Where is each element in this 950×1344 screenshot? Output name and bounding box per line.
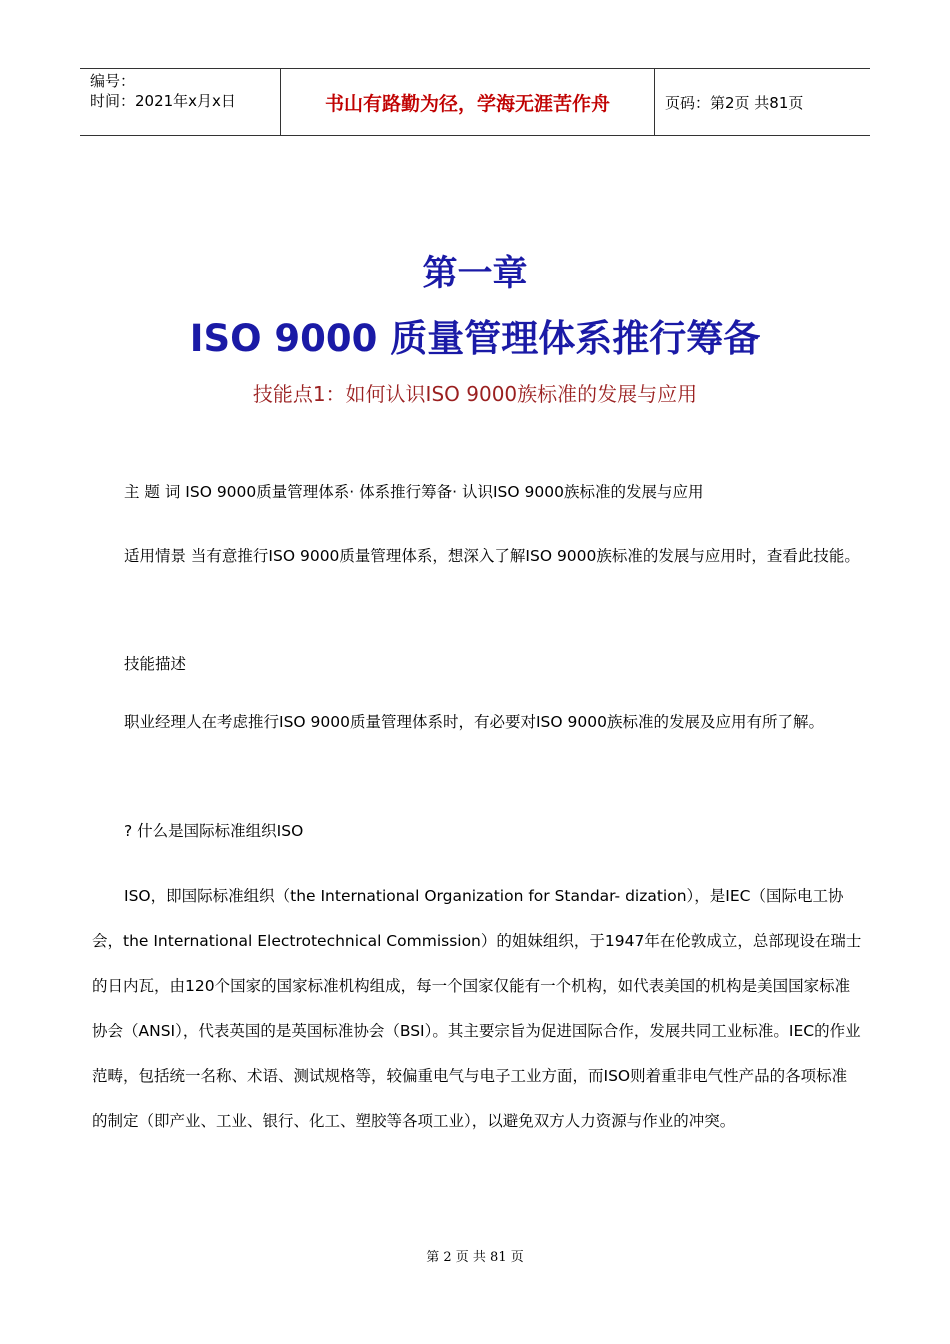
scenario-paragraph <box>92 534 862 579</box>
iso-paragraph <box>92 874 862 1144</box>
header-motto-cell <box>281 69 655 135</box>
question-paragraph <box>92 809 862 854</box>
description-text: 职业经理人在考虑推行ISO 9000质量管理体系时，有必要对ISO 9000族标准的发展及应用有所了解。 <box>124 713 824 731</box>
description-paragraph <box>92 700 862 745</box>
header-meta-cell <box>80 69 281 135</box>
keywords-paragraph <box>92 470 862 515</box>
motto-text: 书山有路勤为径，学海无涯苦作舟 <box>324 92 610 115</box>
chapter-title: ISO 9000 质量管理体系推行筹备 <box>189 317 761 360</box>
description-heading-text: 技能描述 <box>124 655 187 673</box>
keywords-text: 主 题 词 ISO 9000质量管理体系· 体系推行筹备· 认识ISO 9000族标准的发展与应用 <box>124 483 704 501</box>
page-footer: 第 2 页 共 81 页 <box>426 1250 524 1265</box>
number-label: 编号： <box>90 72 136 90</box>
header-page-cell <box>655 69 870 135</box>
chapter-heading: 第一章 <box>422 254 528 294</box>
iso-text: ISO，即国际标准组织（the International Organization for Standar- dization），是IEC（国际电工协会，the International Electrotechnical Commission）的姐妹组织，于1947年在伦敦成立，总部现设在瑞士的日内瓦，由120个国家的国家标准机构组成，每一个国家仅能有一个机构，如代表美国的机构是美国国家标准协会（ANSI），代表英国的是英国标准协会（BSI）。其主要宗旨为促进国际合作，发展共同工业标准。IEC的作业范畴，包括统一名称、术语、测试规格等，较偏重电气与电子工业方面，而ISO则着重非电气性产品的各项标准的制定（即产业、工业、银行、化工、塑胶等各项工业），以避免双方人力资源与作业的冲突。 <box>92 887 862 1130</box>
question-text: ? 什么是国际标准组织ISO <box>124 822 304 840</box>
document-header <box>80 68 870 136</box>
scenario-text: 适用情景 当有意推行ISO 9000质量管理体系，想深入了解ISO 9000族标准的发展与应用时，查看此技能。 <box>124 547 860 565</box>
skill-subtitle: 技能点1：如何认识ISO 9000族标准的发展与应用 <box>252 382 698 406</box>
description-heading <box>92 642 862 687</box>
page-label: 页码：第2页 共81页 <box>665 93 804 112</box>
date-label: 时间：2021年x月x日 <box>90 92 236 110</box>
